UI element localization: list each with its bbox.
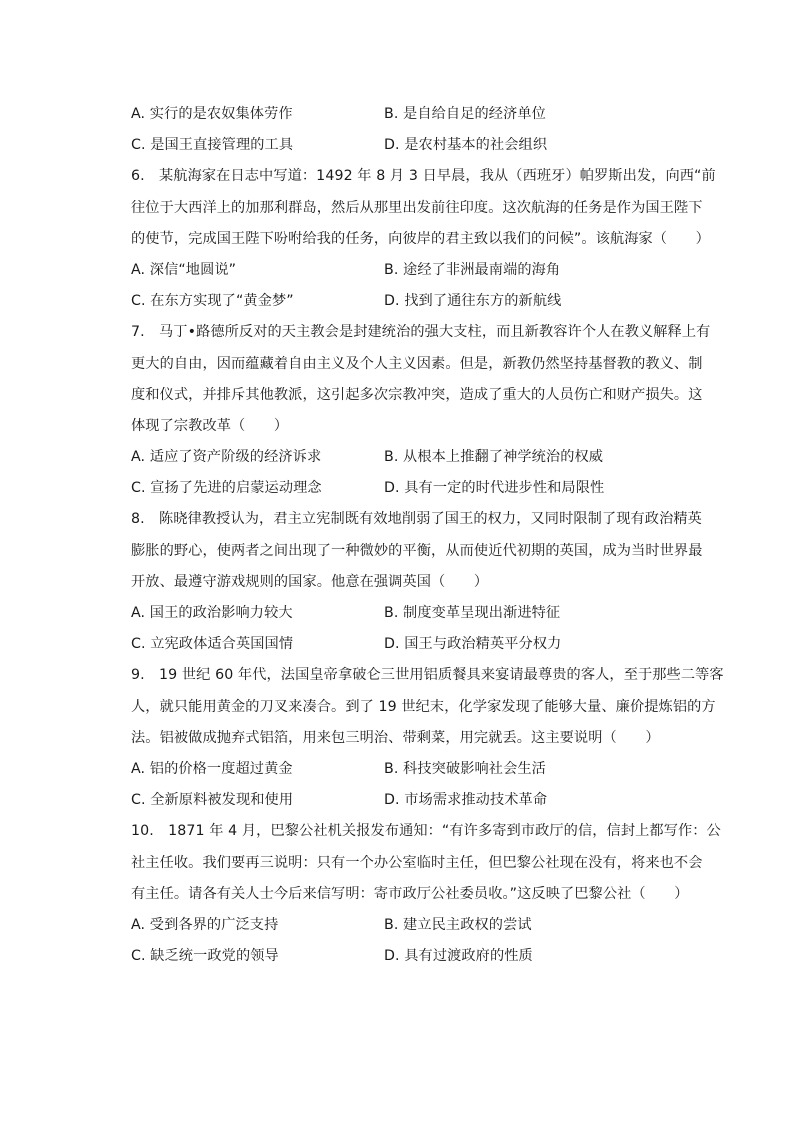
option-a[interactable]: A. 实行的是农奴集体劳作: [131, 106, 293, 122]
options-row: [131, 286, 696, 317]
option-d[interactable]: D. 找到了通往东方的新航线: [384, 293, 562, 310]
option-c[interactable]: C. 立宪政体适合英国国情: [131, 636, 294, 653]
option-c[interactable]: C. 宣扬了先进的启蒙运动理念: [131, 480, 322, 497]
option-b[interactable]: B. 从根本上推翻了神学统治的权威: [384, 449, 604, 466]
question-6: [131, 161, 716, 317]
question-stem-line: 的使节，完成国王陛下吩咐给我的任务，向彼岸的君主致以我们的问候”。该航海家（ ）: [131, 230, 710, 247]
question-stem-line: 更大的自由，因而蕴藏着自由主义及个人主义因素。但是，新教仍然坚持基督教的教义、制: [131, 355, 703, 372]
question-stem-line: 8. 陈晓律教授认为，君主立宪制既有效地削弱了国王的权力，又同时限制了现有政治精英: [131, 511, 702, 528]
question-stem-line: 9. 19 世纪 60 年代，法国皇帝拿破仑三世用铝质餐具来宴请最尊贵的客人，至于那些二等客: [131, 667, 724, 684]
question-stem-line: 体现了宗教改革（ ）: [131, 417, 289, 434]
option-c[interactable]: C. 是国王直接管理的工具: [131, 137, 294, 154]
option-a[interactable]: A. 受到各界的广泛支持: [131, 916, 279, 933]
option-d[interactable]: D. 具有一定的时代进步性和局限性: [384, 480, 605, 497]
options-row: [131, 130, 696, 161]
question-9: [131, 660, 724, 816]
question-stem-line: 法。铝被做成抛弃式铝箔，用来包三明治、带剩菜，用完就丢。这主要说明（ ）: [131, 729, 660, 746]
question-list: [131, 99, 724, 972]
options-row: [131, 941, 696, 972]
option-b[interactable]: B. 制度变革呈现出渐进特征: [384, 605, 561, 621]
options-row: [131, 255, 696, 286]
question-stem-line: 6. 某航海家在日志中写道：1492 年 8 月 3 日早晨，我从（西班牙）帕罗斯出发，向西“前: [131, 168, 716, 185]
question-stem-line: 7. 马丁•路德所反对的天主教会是封建统治的强大支柱，而且新教容许个人在教义解释上有: [131, 324, 711, 341]
options-row: [131, 629, 696, 660]
question-stem-line: 10. 1871 年 4 月，巴黎公社机关报发布通知：“有许多寄到市政厅的信，信封上都写作：公: [131, 823, 721, 840]
question-stem-line: 度和仪式，并排斥其他教派，这引起多次宗教冲突，造成了重大的人员伤亡和财产损失。这: [131, 386, 703, 403]
question-10: [131, 816, 721, 972]
question-stem-line: 往位于大西洋上的加那利群岛，然后从那里出发前往印度。这次航海的任务是作为国王陛下: [131, 199, 703, 216]
option-d[interactable]: D. 是农村基本的社会组织: [384, 137, 548, 154]
option-c[interactable]: C. 缺乏统一政党的领导: [131, 948, 279, 965]
question-7: [131, 317, 711, 504]
option-b[interactable]: B. 建立民主政权的尝试: [384, 916, 532, 933]
options-row: [131, 99, 696, 130]
option-d[interactable]: D. 具有过渡政府的性质: [384, 948, 533, 965]
option-c[interactable]: C. 全新原料被发现和使用: [131, 792, 294, 809]
option-a[interactable]: A. 国王的政治影响力较大: [131, 605, 293, 621]
option-a[interactable]: A. 适应了资产阶级的经济诉求: [131, 449, 322, 466]
question-stem-line: 开放、最遵守游戏规则的国家。他意在强调英国（ ）: [131, 573, 489, 590]
options-row: [131, 754, 696, 785]
option-b[interactable]: B. 途经了非洲最南端的海角: [384, 261, 561, 278]
options-row: [131, 785, 696, 816]
option-b[interactable]: B. 是自给自足的经济单位: [384, 106, 546, 122]
question-8: [131, 504, 703, 660]
option-d[interactable]: D. 国王与政治精英平分权力: [384, 636, 562, 653]
options-row: [131, 910, 696, 941]
options-row: [131, 473, 696, 504]
question-stem-line: 人，就只能用黄金的刀叉来凑合。到了 19 世纪末，化学家发现了能够大量、廉价提炼铝的方: [131, 698, 716, 715]
option-c[interactable]: C. 在东方实现了“黄金梦”: [131, 293, 294, 310]
question-stem-line: 社主任收。我们要再三说明：只有一个办公室临时主任，但巴黎公社现在没有，将来也不会: [131, 854, 703, 871]
question-stem-line: 膨胀的野心，使两者之间出现了一种微妙的平衡，从而使近代初期的英国，成为当时世界最: [131, 542, 703, 559]
question-stem-line: 有主任。请各有关人士今后来信写明：寄市政厅公社委员收。”这反映了巴黎公社（ ）: [131, 885, 689, 902]
options-row: [131, 598, 696, 629]
question-5: [131, 99, 696, 161]
option-d[interactable]: D. 市场需求推动技术革命: [384, 792, 548, 809]
option-b[interactable]: B. 科技突破影响社会生活: [384, 760, 546, 777]
option-a[interactable]: A. 深信“地圆说”: [131, 261, 237, 278]
options-row: [131, 442, 696, 473]
option-a[interactable]: A. 铝的价格一度超过黄金: [131, 760, 293, 777]
